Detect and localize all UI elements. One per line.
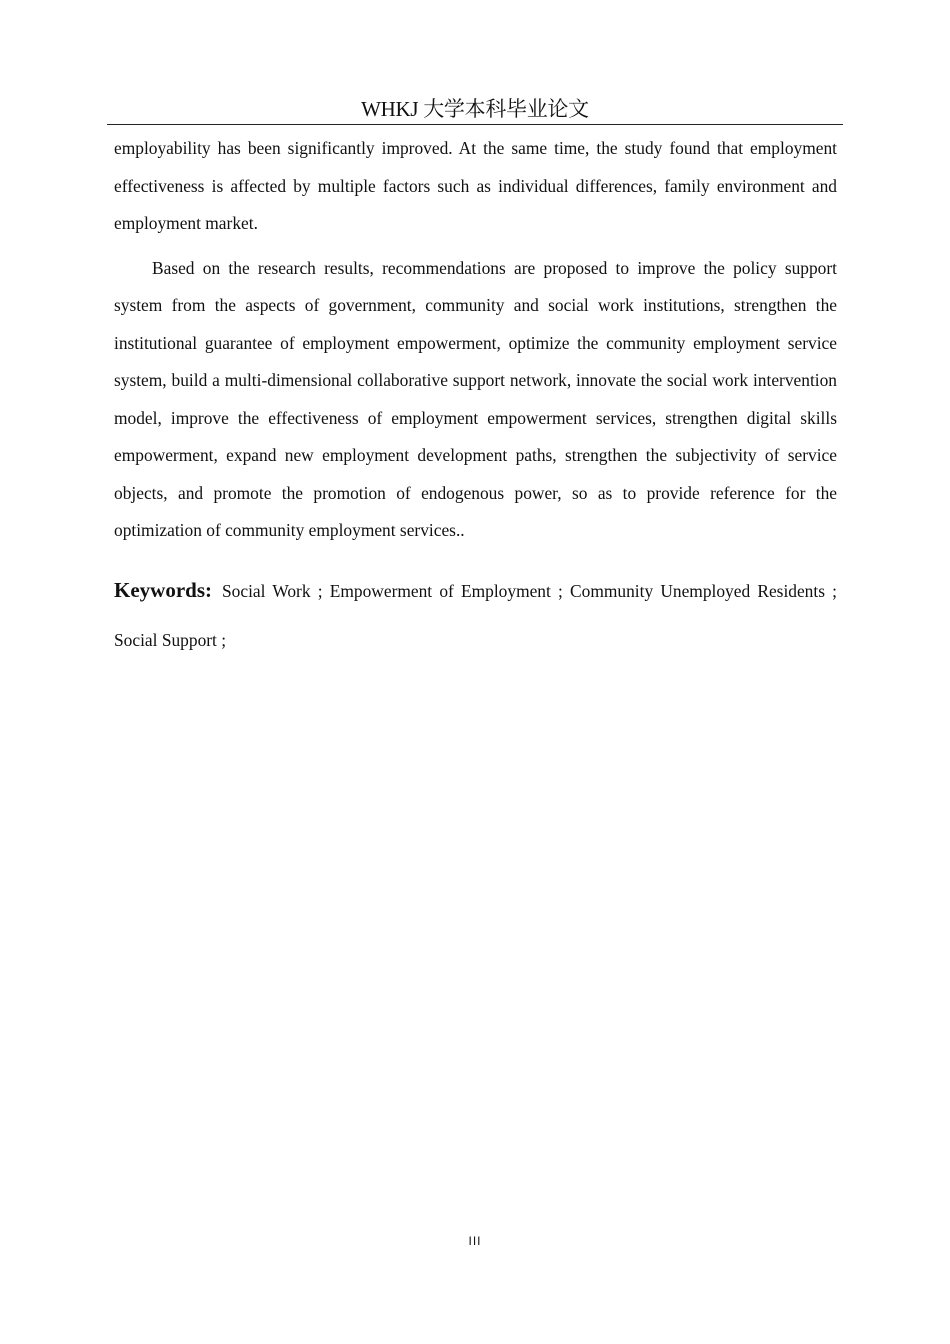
header-divider	[107, 124, 843, 125]
abstract-paragraph-1: employability has been significantly improved. At the same time, the study found that employment effectiveness is affected by multiple factors such as individual differences, family environment and employment market.	[114, 138, 837, 233]
keywords-section	[114, 566, 837, 665]
keywords-text: Social Work ; Empowerment of Employment ; Community Unemployed Residents ; Social Support ;	[114, 580, 837, 650]
abstract-paragraph-2: Based on the research results, recommendations are proposed to improve the policy support system from the aspects of government, community and social work institutions, strengthen the institutional guarantee of employment empowerment, optimize the community employment service system, build a multi-dimensional collaborative support network, innovate the social work intervention model, improve the effectiveness of employment empowerment services, strengthen digital skills empowerment, expand new employment development paths, strengthen the subjectivity of service objects, and promote the promotion of endogenous power, so as to provide reference for the optimization of community employment services..	[114, 257, 837, 540]
abstract-body	[114, 130, 837, 665]
keywords-label: Keywords:	[114, 577, 212, 602]
page-number: III	[468, 1234, 482, 1248]
page-header-title: WHKJ 大学本科毕业论文	[361, 97, 589, 121]
